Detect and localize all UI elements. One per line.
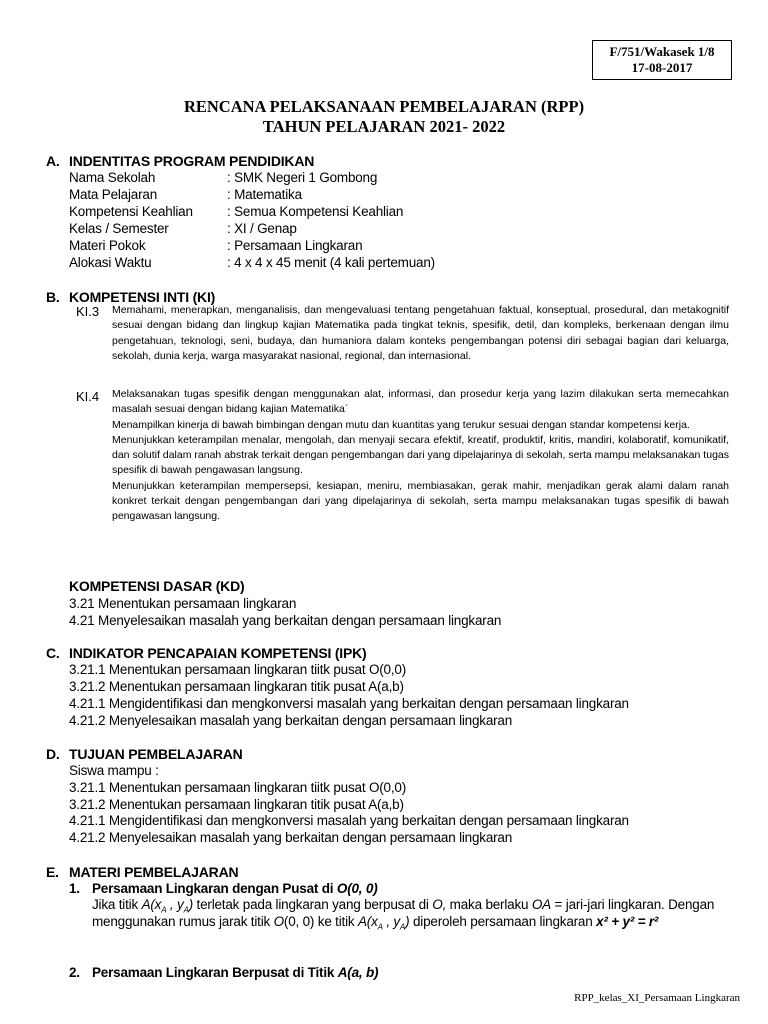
identity-label: Kelas / Semester [69, 221, 169, 236]
materi-item-number: 2. [69, 965, 80, 980]
ki3-text [112, 303, 729, 364]
page-subtitle: TAHUN PELAJARAN 2021- 2022 [262, 117, 506, 136]
ki4-label: KI.4 [76, 389, 100, 404]
section-a-heading: INDENTITAS PROGRAM PENDIDIKAN [69, 153, 315, 169]
page-title: RENCANA PELAKSANAAN PEMBELAJARAN (RPP) [183, 97, 585, 116]
ki4-paragraph: Melaksanakan tugas spesifik dengan menggunakan alat, informasi, dan prosedur kerja yang lazim dilakukan serta memecahkan masalah sesuai dengan bidang kajian Matematika` [112, 388, 729, 416]
identity-value: : Semua Kompetensi Keahlian [227, 204, 404, 219]
identity-value: : SMK Negeri 1 Gombong [227, 170, 378, 185]
section-e-heading: MATERI PEMBELAJARAN [69, 864, 239, 880]
circle-equation: x² + y² = r² [596, 914, 659, 929]
section-b-letter: B. [46, 289, 60, 305]
identity-label: Materi Pokok [69, 238, 146, 253]
kd-item: 4.21 Menyelesaikan masalah yang berkaitan dengan persamaan lingkaran [69, 613, 502, 628]
ki4-text [112, 387, 729, 525]
tujuan-item: 3.21.2 Menentukan persamaan lingkaran titik pusat A(a,b) [69, 797, 404, 812]
identity-label: Kompetensi Keahlian [69, 204, 193, 219]
section-d-heading: TUJUAN PEMBELAJARAN [69, 746, 243, 762]
section-c-heading: INDIKATOR PENCAPAIAN KOMPETENSI (IPK) [69, 645, 367, 661]
math-expression: A(a, b) [337, 965, 379, 980]
ipk-item: 3.21.2 Menentukan persamaan lingkaran titik pusat A(a,b) [69, 679, 404, 694]
section-d-letter: D. [46, 746, 60, 762]
ki4-paragraph: Menunjukkan keterampilan mempersepsi, kesiapan, meniru, membiasakan, gerak mahir, menjadikan gerak alami dalam ranah konkret terkait dengan pengembangan dari yang dipelajarinya di sekolah, serta mampu melaksanakan tugas spesifik di bawah pengawasan langsung. [112, 479, 729, 523]
ipk-item: 4.21.2 Menyelesaikan masalah yang berkaitan dengan persamaan lingkaran [69, 713, 513, 728]
identity-value: : Matematika [227, 187, 302, 202]
identity-label: Alokasi Waktu [69, 255, 152, 270]
materi-item-title: Persamaan Lingkaran Berpusat di Titik A(a, b) [92, 965, 379, 980]
materi-item-title: Persamaan Lingkaran dengan Pusat di O(0, 0) [92, 881, 378, 896]
identity-value: : XI / Genap [227, 221, 297, 236]
tujuan-item: 4.21.2 Menyelesaikan masalah yang berkaitan dengan persamaan lingkaran [69, 830, 513, 845]
ki3-paragraph: Memahami, menerapkan, menganalisis, dan mengevaluasi tentang pengetahuan faktual, konseptual, prosedural, dan metakognitif sesuai dengan bidang dan lingkup kajian Matematika pada tingkat teknis, spesifik, detil, dan kompleks, berkenaan dengan ilmu pengetahuan, teknologi, seni, budaya, dan humaniora dalam konteks pengembangan potensi diri sebagai bagian dari keluarga, sekolah, dunia kerja, warga masyarakat nasional, regional, dan internasional. [112, 304, 729, 362]
identity-label: Nama Sekolah [69, 170, 156, 185]
kd-item: 3.21 Menentukan persamaan lingkaran [69, 596, 297, 611]
document-code: F/751/Wakasek 1/8 [609, 44, 715, 59]
section-b-heading: KOMPETENSI INTI (KI) [69, 289, 216, 305]
section-a-letter: A. [46, 153, 60, 169]
document-date: 17-08-2017 [631, 60, 693, 75]
materi-text-line: menggunakan rumus jarak titik O(0, 0) ke titik $A(x_A$ , $y_A$) diperoleh persamaan lingkaran x² + y² = r² [92, 914, 659, 932]
document-code-box [592, 40, 732, 80]
tujuan-item: 3.21.1 Menentukan persamaan lingkaran tiitk pusat O(0,0) [69, 780, 406, 795]
page-footer: RPP_kelas_XI_Persamaan Lingkaran [574, 992, 740, 1004]
ki4-paragraph: Menunjukkan keterampilan menalar, mengolah, dan menyaji secara efektif, kreatif, produktif, kritis, mandiri, kolaboratif, komunikatif, dan solutif dalam ranah abstrak terkait dengan pengembangan dari yang dipelajarinya di sekolah, serta mampu melaksanakan tugas spesifik di bawah pengawasan langsung. [112, 433, 729, 477]
ipk-item: 4.21.1 Mengidentifikasi dan mengkonversi masalah yang berkaitan dengan persamaan lingkaran [69, 696, 629, 711]
identity-value: : 4 x 4 x 45 menit (4 kali pertemuan) [227, 255, 435, 270]
ipk-item: 3.21.1 Menentukan persamaan lingkaran tiitk pusat O(0,0) [69, 662, 406, 677]
materi-item-number: 1. [69, 881, 80, 896]
kd-heading: KOMPETENSI DASAR (KD) [69, 578, 245, 594]
identity-value: : Persamaan Lingkaran [227, 238, 363, 253]
section-c-letter: C. [46, 645, 60, 661]
math-expression: O(0, 0) [336, 881, 378, 896]
ki4-paragraph: Menampilkan kinerja di bawah bimbingan dengan mutu dan kuantitas yang terukur sesuai dengan standar kompetensi kerja. [112, 418, 690, 431]
tujuan-item: 4.21.1 Mengidentifikasi dan mengkonversi masalah yang berkaitan dengan persamaan lingkaran [69, 813, 629, 828]
identity-label: Mata Pelajaran [69, 187, 158, 202]
section-e-letter: E. [46, 864, 59, 880]
tujuan-intro: Siswa mampu : [69, 763, 159, 778]
materi-text-line: Jika titik $A(x_A$ , $y_A$) terletak pada lingkaran yang berpusat di O, maka berlaku OA = jari-jari lingkaran. Dengan [92, 897, 715, 915]
ki3-label: KI.3 [76, 304, 100, 319]
